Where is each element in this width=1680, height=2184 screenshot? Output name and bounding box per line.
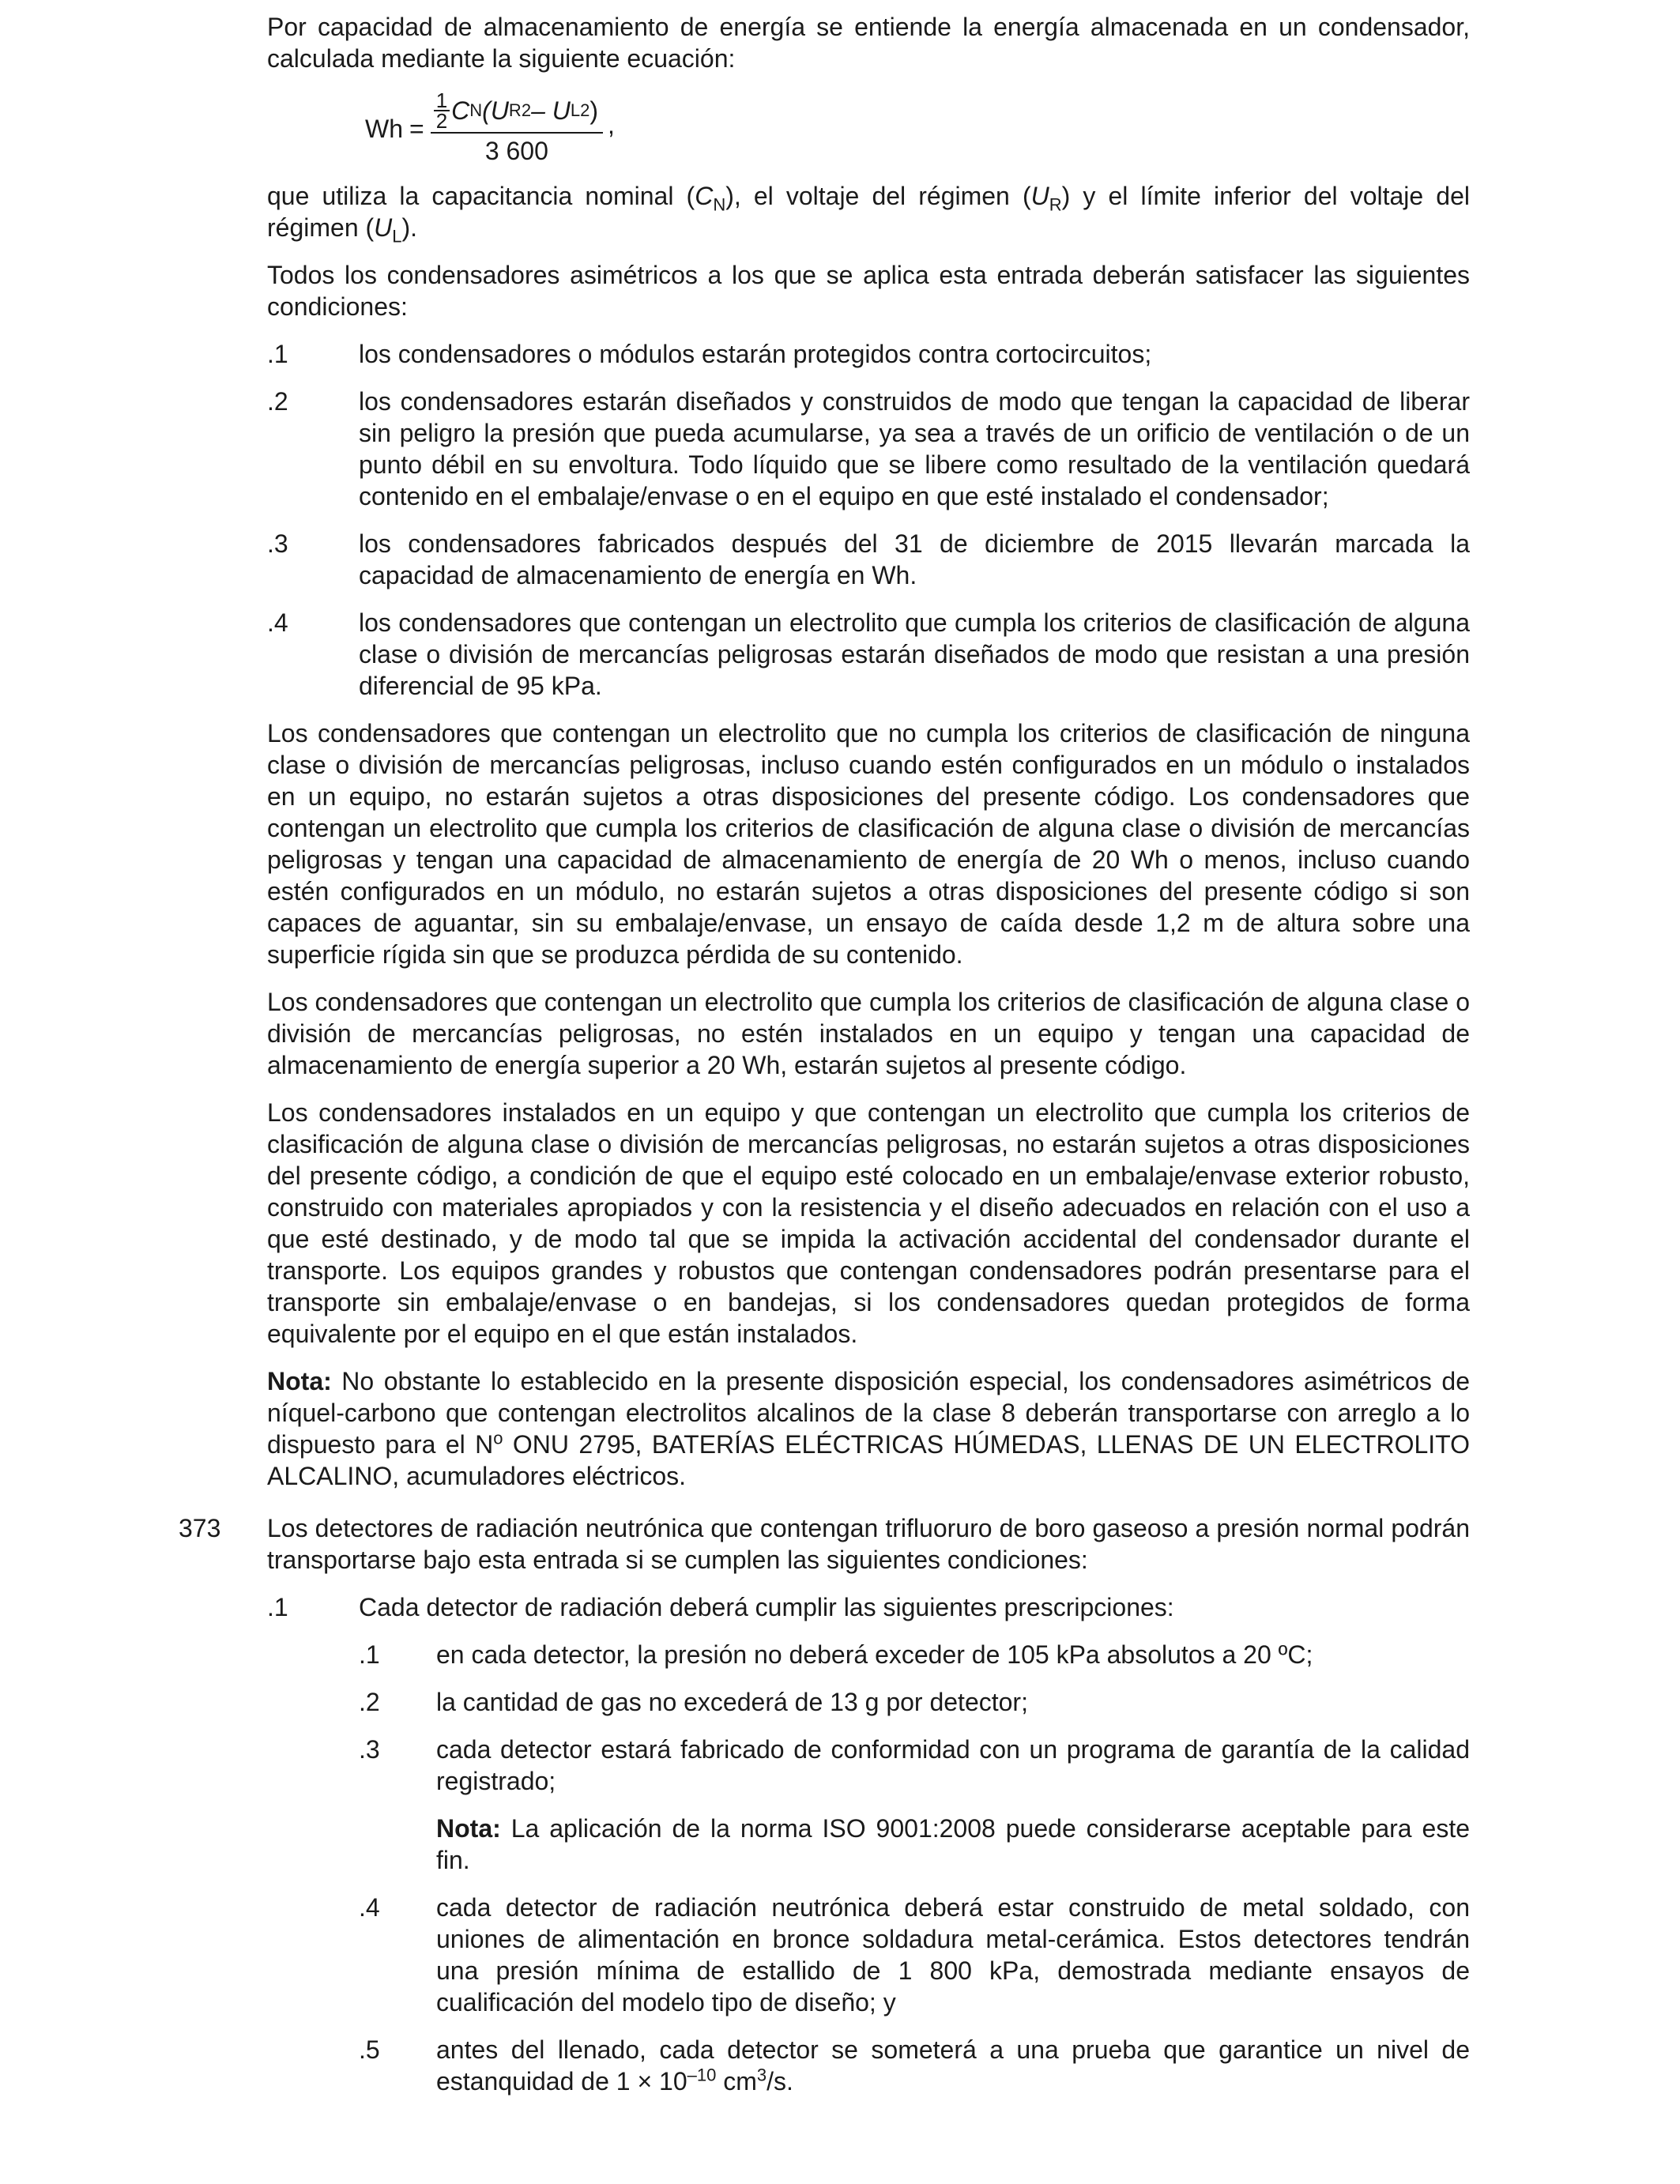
cn-sub: N xyxy=(713,194,726,215)
half-denominator: 2 xyxy=(435,109,448,133)
ur-open: (U xyxy=(482,96,509,125)
text-run: que utiliza la capacitancia nominal ( xyxy=(267,182,695,210)
condition-item xyxy=(267,386,1470,512)
formula-comma: , xyxy=(608,111,615,139)
subitem-text: cada detector de radiación neutrónica deberá estar construido de metal soldado, con uniones de alimentación en bronce soldadura metal-cerámica. Estos detectores tendrán una presión mínima de estallido de 1 800 kPa, demostrada mediante ensayos de cualificación del modelo tipo de diseño; y xyxy=(436,1893,1470,2016)
note-title: Nota: xyxy=(436,1814,501,1843)
condition-item xyxy=(267,338,1470,370)
conditions-intro: Todos los condensadores asimétricos a los que se aplica esta entrada deberán satisfacer las siguientes condiciones: xyxy=(267,261,1470,321)
text-run: ). xyxy=(401,213,418,242)
note-title: Nota: xyxy=(267,1367,332,1395)
text-run: cm xyxy=(716,2067,757,2096)
provision-373 xyxy=(179,1512,1470,1576)
ul-symbol: – U xyxy=(531,96,571,125)
subitem-label: .1 xyxy=(359,1640,380,1669)
condition-item xyxy=(267,607,1470,702)
condition-label: .2 xyxy=(267,387,288,416)
text-run: ) y el límite inferior del voltaje del régimen ( xyxy=(267,182,1471,242)
text-run: ), el voltaje del régimen ( xyxy=(725,182,1031,210)
text-run: antes del llenado, cada detector se someterá a una prueba que garantice un nivel de estanquidad de 1 × 10 xyxy=(436,2035,1470,2096)
note-text: ONU 2795, BATERÍAS ELÉCTRICAS HÚMEDAS, LLENAS DE UN ELECTROLITO ALCALINO, acumuladores eléctricos. xyxy=(267,1430,1470,1490)
ur-sub: R xyxy=(1049,194,1062,215)
condition-label: .1 xyxy=(267,340,288,368)
formula-equals: = xyxy=(409,115,424,143)
note-text: La aplicación de la norma ISO 9001:2008 puede considerarse aceptable para este fin. xyxy=(436,1814,1470,1874)
condition-text: los condensadores que contengan un electrolito que cumpla los criterios de clasificación de alguna clase o división de mercancías peligrosas estarán diseñados de modo que resistan a una presión diferencial de 95 kPa. xyxy=(359,608,1470,700)
formula-denominator: 3 600 xyxy=(484,137,548,165)
body-paragraph: Los condensadores instalados en un equipo y que contengan un electrolito que cumpla los criterios de clasificación de alguna clase o división de mercancías peligrosas, no estarán sujetos a otras disposiciones del presente código, a condición de que el equipo esté colocado en un embalaje/envase exterior robusto, construido con materiales apropiados y con la resistencia y el diseño adecuados en relación con el uso a que esté destinado, y de modo tal que se impida la activación accidental del condensador durante el transporte. Los equipos grandes y robustos que contengan condensadores podrán presentarse para el transporte sin embalaje/envase o en bandejas, si los condensadores quedan protegidos de forma equivalente por el equipo en el que están instalados. xyxy=(267,1098,1470,1348)
document-page xyxy=(179,11,1471,2113)
provision-item-text: Cada detector de radiación deberá cumplir las siguientes prescripciones: xyxy=(359,1593,1174,1621)
subitem-label: .2 xyxy=(359,1688,380,1716)
condition-text: los condensadores estarán diseñados y construidos de modo que tengan la capacidad de liberar sin peligro la presión que pueda acumularse, ya sea a través de un orificio de ventilación o de un punto débil en su envoltura. Todo líquido que se libere como resultado de la ventilación quedará contenido en el embalaje/envase o en el equipo en que esté instalado el condensador; xyxy=(359,387,1470,510)
subitem-text xyxy=(436,2034,1470,2097)
provision-number: 373 xyxy=(179,1514,221,1542)
note-sup: o xyxy=(493,1428,503,1448)
provision-subitem xyxy=(359,1892,1470,2018)
subitem-label: .5 xyxy=(359,2035,380,2064)
subitem-note xyxy=(436,1813,1470,1876)
subitem-text: en cada detector, la presión no deberá exceder de 105 kPa absolutos a 20 ºC; xyxy=(436,1640,1313,1669)
exponent: 3 xyxy=(756,2065,767,2085)
condition-label: .3 xyxy=(267,529,288,558)
ul-sub: L xyxy=(392,226,402,247)
condition-item xyxy=(267,528,1470,591)
provision-item-label: .1 xyxy=(267,1593,288,1621)
formula-close: ) xyxy=(590,96,599,125)
condition-text: los condensadores o módulos estarán protegidos contra cortocircuitos; xyxy=(359,340,1152,368)
subitem-label: .3 xyxy=(359,1735,380,1764)
note-text: No obstante lo establecido en la presente disposición especial, los condensadores asimétricos de níquel-carbono que contengan electrolitos alcalinos de la clase 8 deberán transportarse con arreglo a lo dispuesto para el N xyxy=(267,1367,1470,1459)
provision-subitem xyxy=(359,1734,1470,1797)
provision-subitem xyxy=(359,2034,1470,2097)
note-paragraph xyxy=(267,1365,1470,1492)
intro-paragraph: Por capacidad de almacenamiento de energía se entiende la energía almacenada en un condensador, calculada mediante la siguiente ecuación: xyxy=(267,13,1470,73)
energy-formula xyxy=(365,79,1470,179)
provision-subitem xyxy=(359,1639,1470,1670)
cap-symbol: C xyxy=(451,96,470,125)
formula-lhs: Wh xyxy=(365,115,403,143)
condition-label: .4 xyxy=(267,608,288,637)
subitem-label: .4 xyxy=(359,1893,380,1922)
half-numerator: 1 xyxy=(434,91,450,111)
text-run: /s. xyxy=(767,2067,793,2096)
body-paragraph: Los condensadores que contengan un electrolito que cumpla los criterios de clasificación de alguna clase o división de mercancías peligrosas, no estén instalados en un equipo y tengan una capacidad de almacenamiento de energía superior a 20 Wh, estarán sujetos al presente código. xyxy=(267,988,1470,1079)
subitem-text: cada detector estará fabricado de conformidad con un programa de garantía de la calidad registrado; xyxy=(436,1735,1470,1795)
variables-paragraph xyxy=(267,180,1471,247)
ur-symbol: U xyxy=(1030,182,1049,210)
formula-fraction xyxy=(431,88,603,167)
body-paragraph: Los condensadores que contengan un electrolito que no cumpla los criterios de clasificación de ninguna clase o división de mercancías peligrosas, incluso cuando estén configurados en un módulo o instalados en un equipo, no estarán sujetos a otras disposiciones del presente código. Los condensadores que contengan un electrolito que cumpla los criterios de clasificación de alguna clase o división de mercancías peligrosas y tengan una capacidad de almacenamiento de energía de 20 Wh o menos, incluso cuando estén configurados en un módulo, no estarán sujetos a otras disposiciones del presente código si son capaces de aguantar, sin su embalaje/envase, un ensayo de caída desde 1,2 m de altura sobre una superficie rígida sin que se produzca pérdida de su contenido. xyxy=(267,719,1470,969)
formula-half xyxy=(434,88,450,133)
provision-text: Los detectores de radiación neutrónica que contengan trifluoruro de boro gaseoso a presión normal podrán transportarse bajo esta entrada si se cumplen las siguientes condiciones: xyxy=(267,1514,1470,1574)
exponent: –10 xyxy=(687,2065,717,2085)
cn-symbol: C xyxy=(695,182,714,210)
formula-numerator: $\frac{1}{2}$ C N (U R 2 – U L 2 ) xyxy=(431,91,603,134)
provision-item xyxy=(267,1591,1470,1623)
subitem-text: la cantidad de gas no excederá de 13 g por detector; xyxy=(436,1688,1028,1716)
condition-text: los condensadores fabricados después del 31 de diciembre de 2015 llevarán marcada la capacidad de almacenamiento de energía en Wh. xyxy=(359,529,1470,589)
provision-subitem xyxy=(359,1686,1470,1718)
ul-symbol: U xyxy=(374,213,393,242)
